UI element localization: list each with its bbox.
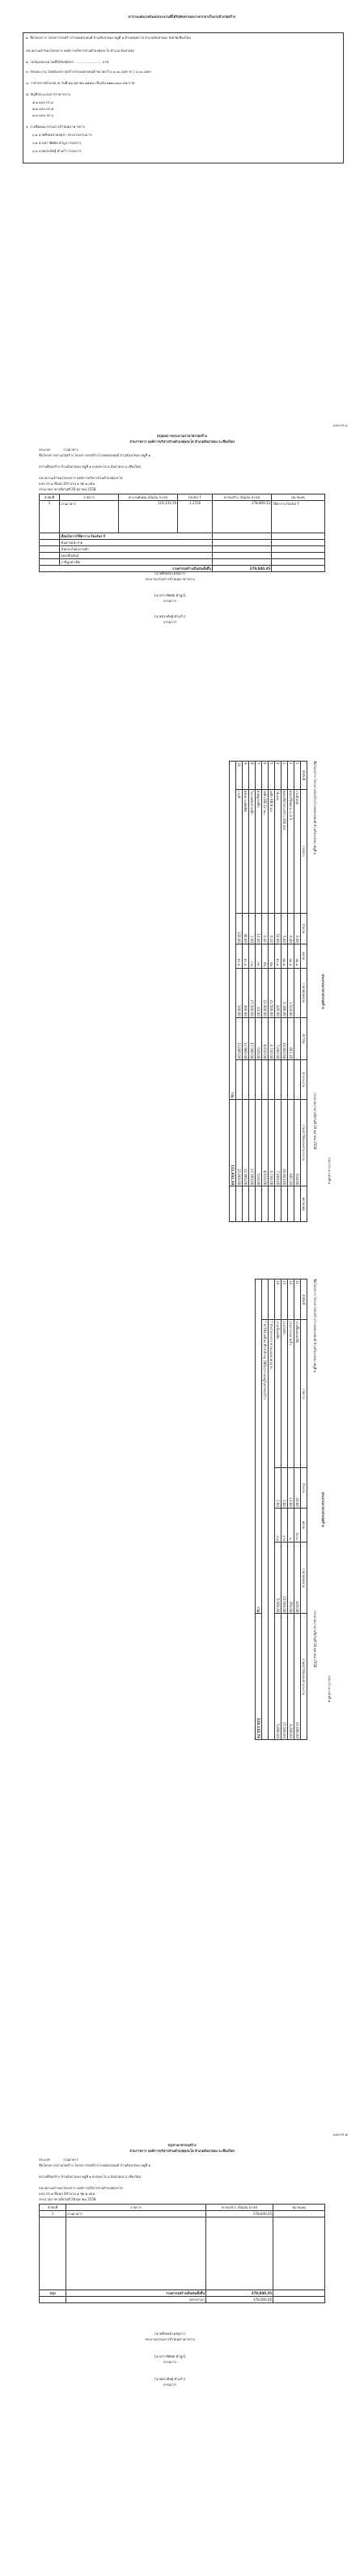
p3-cell: 5.02 bbox=[281, 913, 288, 944]
p3-cell: 100.00 bbox=[236, 968, 243, 1017]
p5-type-value: งานอาคาร bbox=[63, 2158, 78, 2162]
p4-th-3: หน่วย bbox=[301, 1508, 307, 1542]
p2-total-label: รวมค่าก่อสร้างเป็นเงินทั้งสิ้น bbox=[40, 566, 213, 572]
p2-title: สรุปผลการประมาณราคาค่าก่อสร้าง bbox=[156, 434, 208, 438]
p3-cell bbox=[256, 1186, 262, 1222]
p3-cell: 8,610.00 bbox=[262, 1017, 269, 1059]
p1-line-13: ๖.๓ นายประดิษฐ์ คำแก้ว กรรมการ bbox=[32, 149, 82, 153]
p3-cell: ไม้แบบ bbox=[275, 789, 281, 913]
p2-role-1: ประธานกรรมการกำหนดราคากลาง bbox=[145, 577, 195, 581]
p3-project: ชื่อโครงการ โครงการก่อสร้างโรงจอดรถยนต์ บ้านสันป่าตอง หมู่ที่ ๑ bbox=[313, 761, 317, 855]
p3-th-2: จำนวน bbox=[301, 913, 307, 944]
p5-org: ส่วนราชการ องค์การบริหารส่วนตำบลทุ่งสะโฮ อำเภอสันป่าตอง จ.เชียงใหม่ bbox=[129, 2149, 235, 2153]
p4-th-1: รายการ bbox=[301, 1320, 307, 1468]
p2-location: สถานที่ก่อสร้าง บ้านสันป่าตอง หมู่ที่ ๑ ต.ทุ่งสะโฮ อ.สันป่าตอง จ.เชียงใหม่ bbox=[39, 465, 142, 469]
p3-cell: 6 bbox=[262, 762, 269, 790]
p1-line-6: ๕. บัญชีประมาณการราคากลาง bbox=[26, 92, 70, 96]
p3-title: ประมาณราคาค่าก่อสร้าง bbox=[321, 974, 325, 1009]
p4-cell: 10,080.00 bbox=[294, 1614, 301, 1740]
p3-cell: 360.00 bbox=[243, 968, 249, 1017]
p1-line-11: ๖.๑ นายพีรพงษ์ เดชสุภา ประธานกรรมการ bbox=[32, 133, 92, 137]
p2-row-cost: 219,133.76 bbox=[119, 501, 178, 533]
p3-cell bbox=[269, 1186, 275, 1222]
p2-cond-4: ภาษีมูลค่าเพิ่ม bbox=[60, 559, 213, 566]
p5-type-label: ประเภท bbox=[39, 2158, 50, 2162]
p4-sum-value: 219,133.76 bbox=[256, 1614, 262, 1740]
p5-date: ประมาณราคาเมื่อวันที่ 26 ตุลาคม 2558 bbox=[39, 2197, 96, 2201]
p1-line-5: ๔. ราคากลางคำนวณ ณ วันที่ ๒๖ ตุลาคม ๒๕๕๘ เป็นเงิน ๒๗๘,๘๔๐.๓๕ บาท bbox=[26, 81, 135, 85]
p3-cell: - bbox=[294, 968, 301, 1017]
p4-note-2: * ค่าใช้จ่ายอื่นๆ ที่ไม่ได้ระบุ ให้ถือว่ารวมอยู่ในค่าก่อสร้าง bbox=[262, 1320, 269, 1740]
p2-th-no: ลำดับที่ bbox=[40, 494, 60, 501]
p4-cell: งาน bbox=[281, 1508, 288, 1542]
p3-cell: 8,610.00 bbox=[262, 1099, 269, 1186]
p4-cell: 24.00 bbox=[294, 1468, 301, 1509]
p2-sign-3: (นายประดิษฐ์ คำแก้ว) bbox=[154, 614, 186, 618]
p4-cell: 1.00 bbox=[275, 1468, 281, 1509]
p3-cell: 10 bbox=[236, 762, 243, 790]
p3-row bbox=[275, 762, 281, 1222]
p3-row bbox=[243, 762, 249, 1222]
p1-line-3: ๒. วงเงินงบประมาณที่ได้รับจัดสรร .......................... บาท bbox=[26, 60, 108, 64]
p3-cell bbox=[294, 1186, 301, 1222]
p4-cell: 5,000.00 bbox=[275, 1542, 281, 1613]
p3-date: ประมาณราคาเมื่อวันที่ 26 ตุลาคม 2558 bbox=[313, 1093, 317, 1150]
p3-cell: 8 bbox=[249, 762, 256, 790]
p1-line-1: ๑. ชื่อโครงการ โครงการก่อสร้างโรงจอดรถยนต์ บ้านสันป่าตอง หมู่ที่ ๑ ตำบลทุ่งสะโฮ อำเภอสันป่าตอง จังหวัดเชียงใหม่ bbox=[26, 36, 191, 40]
p4-row bbox=[294, 1280, 301, 1740]
p3-cell: 27,500.00 bbox=[249, 1099, 256, 1186]
p3-th-7: รวมค่าวัสดุและค่าแรงงาน bbox=[301, 1099, 307, 1186]
p3-cell: เหล็ก DB 12 มม. bbox=[262, 789, 269, 913]
p4-cell: 420.00 bbox=[294, 1542, 301, 1613]
p5-forms: แบบ ปร.๔ ที่แนบ มีจำนวน ๑ ชุด ๒ แผ่น bbox=[39, 2192, 95, 2196]
p3-cell: ตัน bbox=[269, 944, 275, 968]
p4-row bbox=[281, 1280, 288, 1740]
p5-sum-value: 278,840.35 bbox=[206, 2290, 273, 2297]
p3-cell: 7 bbox=[256, 762, 262, 790]
page-1-title: ตารางแสดงวงเงินงบประมาณที่ได้รับจัดสรรและราคากลางในงานจ้างก่อสร้าง bbox=[129, 15, 235, 19]
p1-line-10: ๖. รายชื่อคณะกรรมการกำหนดราคากลาง bbox=[26, 125, 85, 129]
p2-th-total: ค่าก่อสร้าง เป็นเงิน (บาท) bbox=[213, 494, 272, 501]
p3-cell: ลบ.ม. bbox=[294, 944, 301, 968]
p3-cell: 12,000.00 bbox=[236, 1017, 243, 1059]
p2-row-factor: 1.2726 bbox=[178, 501, 213, 533]
p3-cell bbox=[262, 1060, 269, 1099]
p4-cell: 350.00 bbox=[288, 1542, 294, 1613]
p4-cell: 14 bbox=[275, 1280, 281, 1320]
p3-cell bbox=[236, 1060, 243, 1099]
p4-row bbox=[288, 1280, 294, 1740]
p3-cell: เหล็ก RB 9 มม. bbox=[269, 789, 275, 913]
p3-cell bbox=[288, 1186, 294, 1222]
p5-sign-3: (นายประดิษฐ์ คำแก้ว) bbox=[154, 2377, 186, 2381]
p4-cell: 12.00 bbox=[288, 1468, 294, 1509]
p5-table bbox=[39, 2204, 325, 2303]
p3-row bbox=[236, 762, 243, 1222]
p1-line-8: ๕.๒ แบบ ปร.๕ bbox=[32, 107, 54, 111]
p4-cell: งานเบ็ดเตล็ด bbox=[275, 1320, 281, 1468]
p4-date: ประมาณราคาเมื่อวันที่ 26 ตุลาคม 2558 bbox=[313, 1611, 317, 1668]
page-5 bbox=[0, 1764, 364, 2576]
p4-th-4: ราคาต่อหน่วย bbox=[301, 1542, 307, 1613]
p3-row bbox=[269, 762, 275, 1222]
p2-table bbox=[39, 494, 325, 572]
p4-title: ประมาณราคาค่าก่อสร้าง bbox=[321, 1492, 325, 1527]
p3-cell: งานดินขุด bbox=[294, 789, 301, 913]
p3-row bbox=[249, 762, 256, 1222]
p3-cell: 10,943.60 bbox=[281, 1099, 288, 1186]
p3-cell: 27,500.00 bbox=[249, 968, 256, 1017]
p3-cell bbox=[262, 1186, 269, 1222]
p3-cell: 516.00 bbox=[256, 1099, 262, 1186]
p5-row-no: 1 bbox=[40, 2211, 66, 2217]
p2-type-value: งานอาคาร bbox=[63, 448, 78, 452]
p3-cell: หลังคาเมทัลชีท bbox=[243, 789, 249, 913]
p2-cond-2: เงินประกันผลงานหัก bbox=[60, 546, 213, 553]
p2-cond-1: เงินล่วงหน้าจ่าย bbox=[60, 540, 213, 546]
p3-cell: 10,943.60 bbox=[281, 1017, 288, 1059]
p3-cell: 5 bbox=[269, 762, 275, 790]
p1-line-9: ๕.๓ แบบ ปร.๖ bbox=[32, 113, 53, 117]
p3-cell: 0.22 bbox=[269, 913, 275, 944]
p3-cell: 43.00 bbox=[256, 968, 262, 1017]
p3-cell bbox=[275, 1060, 281, 1099]
p3-th-0: ลำดับที่ bbox=[301, 762, 307, 790]
p3-cell: คอนกรีตหยาบ 1:3:5 bbox=[288, 789, 294, 913]
p3-row bbox=[294, 762, 301, 1222]
p2-cond-head: เงื่อนไขการใช้ตาราง Factor F bbox=[60, 533, 213, 540]
p3-cell: 21,500.00 bbox=[269, 968, 275, 1017]
p3-row bbox=[256, 762, 262, 1222]
p3-cell: - bbox=[294, 1060, 301, 1099]
p3-cell: 1 bbox=[294, 762, 301, 790]
p2-total-value: 278,840.35 bbox=[213, 566, 272, 572]
p5-row-cost: 278,840.35 bbox=[206, 2211, 273, 2217]
p2-th-item: รายการ bbox=[60, 494, 119, 501]
p4-cell: 4,200.00 bbox=[288, 1614, 294, 1740]
p4-note-1: * ป้ายโครงการ ตามแบบมาตรฐาน bbox=[269, 1320, 275, 1740]
p5-row-note bbox=[273, 2211, 325, 2217]
p2-date: ประมาณราคาเมื่อวันที่ 26 ตุลาคม 2558 bbox=[39, 487, 96, 491]
p5-th-no: ลำดับที่ bbox=[40, 2205, 66, 2211]
p3-cell: 36.00 bbox=[243, 913, 249, 944]
p3-cell bbox=[288, 1060, 294, 1099]
p4-table bbox=[255, 1279, 307, 1740]
p5-agreed-value: 278,000.00 bbox=[206, 2297, 273, 2303]
p3-cell: 1,518.00 bbox=[288, 968, 294, 1017]
p3-cell: ตร.ม. bbox=[236, 944, 243, 968]
p3-cell: 12.00 bbox=[256, 913, 262, 944]
p3-cell bbox=[281, 1060, 288, 1099]
p5-title: สรุปราคาค่าก่อสร้าง bbox=[167, 2143, 197, 2147]
p5-project: ชื่อโครงการ/งานก่อสร้าง โครงการก่อสร้างโรงจอดรถยนต์ บ้านสันป่าตอง หมู่ที่ ๑ bbox=[39, 2163, 150, 2167]
p3-th-1: รายการ bbox=[301, 789, 307, 913]
p3-cell: คอนกรีตโครงสร้าง 240 ksc bbox=[281, 789, 288, 913]
p3-cell bbox=[249, 1186, 256, 1222]
p4-project: ชื่อโครงการ โครงการก่อสร้างโรงจอดรถยนต์ บ้านสันป่าตอง หมู่ที่ ๑ bbox=[313, 1279, 317, 1373]
p2-th-cost: ค่างานต้นทุน เป็นเงิน (บาท) bbox=[119, 494, 178, 501]
p3-th-6: ค่าแรงงาน bbox=[301, 1060, 307, 1099]
p3-cell bbox=[243, 1186, 249, 1222]
p5-sum-text: รวมค่าก่อสร้างเป็นเงินทั้งสิ้น bbox=[66, 2290, 206, 2297]
p3-cell: 0.41 bbox=[262, 913, 269, 944]
page-4 bbox=[0, 1246, 364, 1764]
p1-line-12: ๖.๒ นางสาวพิศมัย คำมูล กรรมการ bbox=[32, 141, 82, 145]
p3-th-4: ราคาต่อหน่วย bbox=[301, 968, 307, 1017]
p3-row bbox=[262, 762, 269, 1222]
p3-cell: - bbox=[294, 1017, 301, 1059]
p4-cell: 11 bbox=[294, 1280, 301, 1320]
p4-row bbox=[275, 1280, 281, 1740]
p3-sum-label: รวม bbox=[230, 762, 236, 1100]
p2-project: ชื่อโครงการ/งานก่อสร้าง โครงการก่อสร้างโรงจอดรถยนต์ บ้านสันป่าตอง หมู่ที่ ๑ bbox=[39, 453, 150, 457]
p2-sign-1: (นายพีรพงษ์ เดชสุภา) bbox=[154, 571, 185, 575]
p3-table-body bbox=[236, 762, 301, 1222]
p3-cell: ตร.ม. bbox=[275, 944, 281, 968]
p5-form-label: แบบ ปร.๕ bbox=[333, 2133, 348, 2137]
p2-dept: หน่วยงานเจ้าของโครงการ องค์การบริหารส่วนตำบลทุ่งสะโฮ bbox=[39, 476, 123, 480]
p3-cell: 607.20 bbox=[288, 1017, 294, 1059]
p3-rotated-sheet bbox=[16, 753, 332, 1230]
p3-cell bbox=[236, 1186, 243, 1222]
p3-cell: 4 bbox=[275, 762, 281, 790]
p3-cell: 1.00 bbox=[249, 913, 256, 944]
p3-cell: 12,960.00 bbox=[243, 1099, 249, 1186]
page-3 bbox=[0, 728, 364, 1246]
p3-row bbox=[281, 762, 288, 1222]
p4-cell: 15,500.00 bbox=[281, 1542, 288, 1613]
p3-cell: งานสี bbox=[236, 789, 243, 913]
p2-row-total: 278,869.33 bbox=[213, 501, 272, 533]
p3-cell: ลวดผูกเหล็ก bbox=[256, 789, 262, 913]
p4-sum-label: รวม bbox=[256, 1280, 262, 1614]
p3-cell: ตัน bbox=[262, 944, 269, 968]
page-2 bbox=[0, 291, 364, 631]
p4-th-2: จำนวน bbox=[301, 1468, 307, 1509]
p2-type-label: ประเภท bbox=[39, 448, 50, 452]
p4-cell: ตร.ม. bbox=[294, 1508, 301, 1542]
p4-cell: งาน bbox=[275, 1508, 281, 1542]
p3-th-8: หมายเหตุ bbox=[301, 1186, 307, 1222]
p2-cond-3: ดอกเบี้ยเงินกู้ bbox=[60, 553, 213, 559]
p4-cell: 12 bbox=[288, 1280, 294, 1320]
p3-cell: 220.00 bbox=[275, 968, 281, 1017]
p3-cell: 2 bbox=[288, 762, 294, 790]
p3-cell bbox=[275, 1186, 281, 1222]
p3-cell: 4,730.00 bbox=[269, 1017, 275, 1059]
p3-cell: ลบ.ม. bbox=[281, 944, 288, 968]
p3-cell: 21,000.00 bbox=[262, 968, 269, 1017]
p5-role-1: ประธานกรรมการกำหนดราคากลาง bbox=[145, 2337, 195, 2341]
p3-cell: 4,730.00 bbox=[269, 1099, 275, 1186]
p4-cell: ม. bbox=[288, 1508, 294, 1542]
p1-line-4: ๓. ลักษณะงาน โดยสังเขป ก่อสร้างโรงจอดรถยนต์ ขนาดกว้าง ๔.๐๐ เมตร ยาว ๖.๐๐ เมตร bbox=[26, 70, 151, 74]
p3-row bbox=[288, 762, 294, 1222]
p5-th-item: รายการ bbox=[66, 2205, 206, 2211]
p4-table-body bbox=[275, 1280, 301, 1740]
p3-table bbox=[229, 761, 307, 1222]
p3-cell: 6.00 bbox=[294, 913, 301, 944]
p1-line-2: หน่วยงานเจ้าของโครงการ องค์การบริหารส่วนตำบลทุ่งสะโฮ อำเภอ สันป่าตอง bbox=[26, 49, 135, 53]
p4-form-label: แบบ ปร.๔ แผ่นที่ ๒ bbox=[328, 1675, 332, 1703]
p3-cell: กก. bbox=[256, 944, 262, 968]
p3-cell bbox=[256, 1060, 262, 1099]
p3-cell: ลบ.ม. bbox=[288, 944, 294, 968]
p4-cell: งานพื้นคอนกรีต bbox=[294, 1320, 301, 1468]
p1-line-7: ๕.๑ แบบ ปร.๔ bbox=[32, 100, 54, 104]
p3-cell: งาน bbox=[249, 944, 256, 968]
p2-row-note: ใช้ตาราง Factor F bbox=[272, 501, 325, 533]
p3-cell: ตร.ม. bbox=[243, 944, 249, 968]
p3-cell: โครงหลังคาเหล็ก bbox=[249, 789, 256, 913]
p3-cell bbox=[249, 1060, 256, 1099]
p4-rotated-sheet bbox=[16, 1271, 332, 1748]
p2-row-item: งานอาคาร bbox=[60, 501, 119, 533]
p2-role-2: กรรมการ bbox=[163, 599, 177, 603]
p2-form-label: แบบ ปร.๖ bbox=[333, 423, 348, 427]
p3-cell: 3 bbox=[281, 762, 288, 790]
p4-cell: งานไฟฟ้า bbox=[281, 1320, 288, 1468]
p3-cell bbox=[243, 1060, 249, 1099]
p5-row-item: งานอาคาร bbox=[66, 2211, 206, 2217]
p3-cell: 7,040.00 bbox=[275, 1099, 281, 1186]
p3-cell: 7,040.00 bbox=[275, 1017, 281, 1059]
p2-org: ส่วนราชการ องค์การบริหารส่วนตำบลทุ่งสะโฮ อำเภอสันป่าตอง จ.เชียงใหม่ bbox=[129, 439, 235, 443]
p3-cell: 27,500.00 bbox=[249, 1017, 256, 1059]
p3-cell bbox=[281, 1186, 288, 1222]
p3-sum-value: 111,932.39 bbox=[230, 1099, 236, 1186]
p5-th-cost: ค่าก่อสร้าง เป็นเงิน (บาท) bbox=[206, 2205, 273, 2211]
p3-cell bbox=[269, 1060, 275, 1099]
p3-cell: 32.00 bbox=[275, 913, 281, 944]
p5-agreed-label: ตกลงราคา bbox=[66, 2297, 206, 2303]
p2-th-factor: Factor F bbox=[178, 494, 213, 501]
p3-cell: 0.40 bbox=[288, 913, 294, 944]
p4-cell: 1.00 bbox=[281, 1468, 288, 1509]
p3-cell: 12,000.00 bbox=[236, 1099, 243, 1186]
p5-dept: หน่วยงานเจ้าของโครงการ องค์การบริหารส่วนตำบลทุ่งสะโฮ bbox=[39, 2186, 123, 2190]
p3-cell: 120.00 bbox=[236, 913, 243, 944]
p3-cell: 12,960.00 bbox=[243, 1017, 249, 1059]
p4-cell: 5,000.00 bbox=[275, 1614, 281, 1740]
page-1 bbox=[0, 0, 364, 291]
p5-location: สถานที่ก่อสร้าง บ้านสันป่าตอง หมู่ที่ ๑ ต.ทุ่งสะโฮ อ.สันป่าตอง จ.เชียงใหม่ bbox=[39, 2175, 142, 2179]
p3-th-3: หน่วย bbox=[301, 944, 307, 968]
p3-cell: 516.00 bbox=[256, 1017, 262, 1059]
p3-cell: 2,180.00 bbox=[281, 968, 288, 1017]
p4-cell: 15,500.00 bbox=[281, 1614, 288, 1740]
p5-role-2: กรรมการ bbox=[163, 2360, 177, 2364]
p3-cell: 9 bbox=[243, 762, 249, 790]
p3-th-5: ค่าวัสดุ bbox=[301, 1017, 307, 1059]
p5-sum-label: สรุป bbox=[40, 2290, 66, 2297]
p3-cell: 618.00 bbox=[294, 1099, 301, 1186]
p2-forms: แบบ ปร.๔ ที่แนบ มีจำนวน ๑ ชุด ๑ แผ่น bbox=[39, 482, 95, 486]
p4-th-0: ลำดับที่ bbox=[301, 1280, 307, 1320]
p3-form-label: แบบ ปร.๔ แผ่นที่ ๑ bbox=[328, 1157, 332, 1185]
p5-th-note: หมายเหตุ bbox=[273, 2205, 325, 2211]
p2-role-3: กรรมการ bbox=[163, 620, 177, 624]
p2-row-no: 1 bbox=[40, 501, 60, 533]
p5-sign-1: (นายพีรพงษ์ เดชสุภา) bbox=[154, 2332, 185, 2336]
p2-sign-2: (นางสาวพิศมัย คำมูล) bbox=[154, 593, 186, 597]
p4-th-7: รวมค่าวัสดุและค่าแรงงาน bbox=[301, 1614, 307, 1740]
p5-role-3: กรรมการ bbox=[163, 2383, 177, 2387]
p2-th-note: หมายเหตุ bbox=[272, 494, 325, 501]
p5-sign-2: (นางสาวพิศมัย คำมูล) bbox=[154, 2354, 186, 2358]
p4-cell: งานรางระบายน้ำ bbox=[288, 1320, 294, 1468]
p4-cell: 13 bbox=[281, 1280, 288, 1320]
p3-cell: 607.20 bbox=[288, 1099, 294, 1186]
